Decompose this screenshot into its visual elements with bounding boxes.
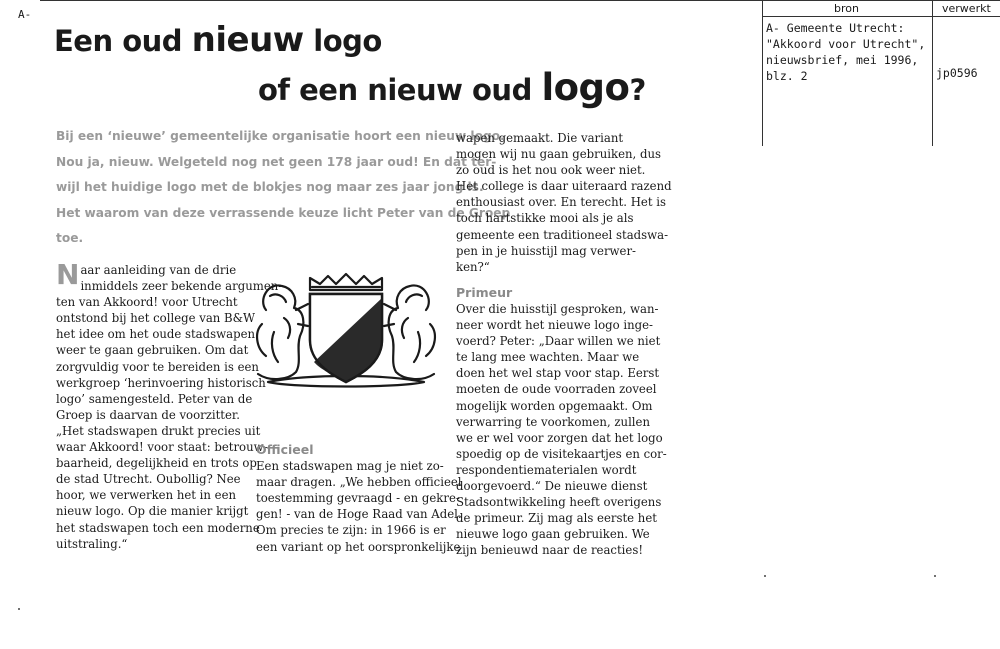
text-line: weer te gaan gebruiken. Om dat xyxy=(56,343,249,358)
text-line: werkgroep ‘herinvoering historisch xyxy=(56,375,266,390)
text-line: moeten de oude voorraden zoveel xyxy=(456,382,657,397)
box-divider xyxy=(932,0,933,146)
text-line: nieuw logo. Op die manier krijgt xyxy=(56,504,249,519)
text-line: mogen wij nu gaan gebruiken, dus xyxy=(456,147,661,162)
text-line: enthousiast over. En terecht. Het is xyxy=(456,195,666,210)
text-line: Groep is daarvan de voorzitter. xyxy=(56,407,240,422)
text-line: voerd? Peter: „Daar willen we niet xyxy=(456,334,661,349)
text-line: gen! - van de Hoge Raad van Adel. xyxy=(256,507,462,522)
article-column-1 xyxy=(56,258,283,552)
text-line: Het college is daar uiteraard razend xyxy=(456,179,672,194)
source-line: "Akkoord voor Utrecht", xyxy=(766,37,926,51)
text-line: verwarring te voorkomen, zullen xyxy=(456,414,650,429)
text-line: neer wordt het nieuwe logo inge- xyxy=(456,318,654,333)
source-line: blz. 2 xyxy=(766,69,808,83)
text-line: waar Akkoord! voor staat: betrouw- xyxy=(56,440,268,455)
text-line: ten van Akkoord! voor Utrecht xyxy=(56,295,238,310)
text-line: wapen gemaakt. Die variant xyxy=(456,131,624,145)
text-line: doorgevoerd.“ De nieuwe dienst xyxy=(456,478,648,493)
scan-speck xyxy=(18,608,20,610)
text-line: te lang mee wachten. Maar we xyxy=(456,350,640,365)
intro-paragraph xyxy=(56,124,511,252)
intro-line: wijl het huidige logo met de blokjes nog maar zes jaar jong is. xyxy=(56,180,484,194)
text-line: Stadsontwikkeling heeft overigens xyxy=(456,495,662,510)
text-line: uitstraling.“ xyxy=(56,536,128,551)
text-line: toestemming gevraagd - en gekre- xyxy=(256,491,460,506)
text-line: maar dragen. „We hebben officieel xyxy=(256,475,462,490)
text-line: nieuwe logo gaan gebruiken. We xyxy=(456,527,650,542)
text-line: inmiddels zeer bekende argumen- xyxy=(80,279,283,294)
text-line: gemeente een traditioneel stadswa- xyxy=(456,227,669,242)
box-divider xyxy=(762,0,763,146)
article-column-2 xyxy=(256,442,462,555)
text-line: de stad Utrecht. Oubollig? Nee xyxy=(56,472,241,487)
text-line: mogelijk worden opgemaakt. Om xyxy=(456,398,653,413)
text-line: spoedig op de visitekaartjes en cor- xyxy=(456,446,667,461)
text-line: een variant op het oorspronkelijke xyxy=(256,539,461,554)
section-heading-primeur: Primeur xyxy=(456,284,513,300)
text-line: zorgvuldig voor te bereiden is een xyxy=(56,359,259,374)
utrecht-coat-of-arms-image xyxy=(248,270,444,392)
header-processed: verwerkt xyxy=(942,2,991,15)
text-line: respondentiematerialen wordt xyxy=(456,462,637,477)
text-line: „Het stadswapen drukt precies uit xyxy=(56,423,261,438)
source-line: nieuwsbrief, mei 1996, xyxy=(766,53,919,67)
title-line-1: Een oud nieuw logo xyxy=(54,20,382,60)
intro-line: Het waarom van deze verrassende keuze licht Peter van de Groep xyxy=(56,205,511,220)
text-line: hoor, we verwerken het in een xyxy=(56,488,237,503)
text-line: zo oud is het nou ook weer niet. xyxy=(456,163,646,178)
archive-reference-box xyxy=(762,0,1000,146)
source-reference xyxy=(766,20,925,84)
margin-mark: A- xyxy=(18,8,32,21)
intro-line: Nou ja, nieuw. Welgeteld nog net geen 178 jaar oud! En dat ter- xyxy=(56,154,497,169)
text-line: baarheid, degelijkheid en trots op xyxy=(56,456,257,471)
processed-code: jp0596 xyxy=(936,66,978,80)
text-line: Een stadswapen mag je niet zo- xyxy=(256,459,444,474)
title-line-2: of een nieuw oud logo? xyxy=(258,66,646,109)
text-line: doen het wel stap voor stap. Eerst xyxy=(456,366,660,381)
text-line: zijn benieuwd naar de reacties! xyxy=(456,543,644,558)
intro-line: Bij een ‘nieuwe’ gemeentelijke organisatie hoort een nieuw logo. xyxy=(56,129,505,143)
text-line: het idee om het oude stadswapen xyxy=(56,327,256,342)
text-line: pen in je huisstijl mag verwer- xyxy=(456,243,636,258)
text-line: Om precies te zijn: in 1966 is er xyxy=(256,523,446,538)
intro-line: toe. xyxy=(56,231,84,245)
text-line: ken?“ xyxy=(456,259,490,274)
text-line: toch hartstikke mooi als je als xyxy=(456,211,634,226)
text-line: aar aanleiding van de drie xyxy=(80,263,237,277)
header-source: bron xyxy=(834,2,859,15)
box-divider xyxy=(762,16,1000,17)
scan-speck xyxy=(764,575,766,577)
article-column-3 xyxy=(456,130,672,558)
text-line: de primeur. Zij mag als eerste het xyxy=(456,511,657,526)
source-line: A- Gemeente Utrecht: xyxy=(766,21,905,35)
section-heading-officieel: Officieel xyxy=(256,442,314,457)
scan-speck xyxy=(934,575,936,577)
text-line: Over die huisstijl gesproken, wan- xyxy=(456,301,659,316)
text-line: het stadswapen toch een moderne xyxy=(56,520,260,535)
text-line: we er wel voor zorgen dat het logo xyxy=(456,430,663,445)
text-line: logo’ samengesteld. Peter van de xyxy=(56,391,253,406)
text-line: ontstond bij het college van B&W xyxy=(56,311,256,326)
drop-cap: N xyxy=(56,258,80,291)
